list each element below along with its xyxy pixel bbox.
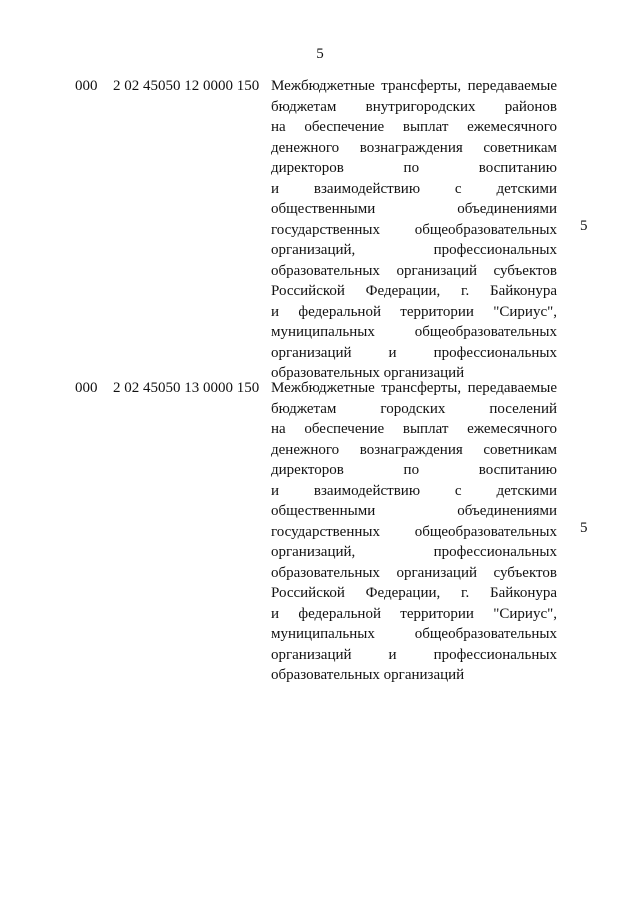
description-line: бюджетам внутригородских районов	[271, 98, 557, 115]
description-line: образовательных организаций	[271, 667, 465, 683]
description-line: государственных общеобразовательных	[271, 221, 557, 238]
description-line: на обеспечение выплат ежемесячного	[271, 119, 557, 135]
description-line: директоров по воспитанию	[271, 462, 557, 478]
row-description	[271, 379, 557, 687]
admin-code: 000	[75, 380, 98, 396]
description-line: денежного вознаграждения советникам	[271, 441, 557, 458]
budget-classification-code: 2 02 45050 12 0000 150	[113, 78, 260, 94]
description-line: Межбюджетные трансферты, передаваемые	[271, 380, 557, 396]
description-line: муниципальных общеобразовательных	[271, 626, 557, 642]
amount-value: 5	[580, 520, 588, 536]
description-line: образовательных организаций субъектов	[271, 564, 557, 581]
amount-value: 5	[580, 218, 588, 234]
description-line: организаций, профессиональных	[271, 242, 557, 258]
description-line: образовательных организаций	[271, 365, 465, 381]
description-line: на обеспечение выплат ежемесячного	[271, 421, 557, 437]
row-description	[271, 77, 557, 385]
description-line: общественными объединениями	[271, 503, 557, 519]
description-line: организаций, профессиональных	[271, 544, 557, 560]
description-line: Российской Федерации, г. Байконура	[271, 585, 557, 601]
description-line: общественными объединениями	[271, 201, 557, 217]
description-line: бюджетам городских поселений	[271, 400, 557, 417]
description-line: и взаимодействию с детскими	[271, 180, 557, 197]
description-line: и взаимодействию с детскими	[271, 482, 557, 499]
description-line: муниципальных общеобразовательных	[271, 324, 557, 340]
description-line: образовательных организаций субъектов	[271, 262, 557, 279]
description-line: и федеральной территории "Сириус",	[271, 303, 557, 320]
description-line: организаций и профессиональных	[271, 344, 557, 361]
description-line: государственных общеобразовательных	[271, 523, 557, 540]
budget-classification-code: 2 02 45050 13 0000 150	[113, 380, 260, 396]
page-number: 5	[316, 46, 324, 62]
description-line: Межбюджетные трансферты, передаваемые	[271, 78, 557, 94]
description-line: денежного вознаграждения советникам	[271, 139, 557, 156]
description-line: и федеральной территории "Сириус",	[271, 605, 557, 622]
description-line: директоров по воспитанию	[271, 160, 557, 176]
admin-code: 000	[75, 78, 98, 94]
description-line: Российской Федерации, г. Байконура	[271, 283, 557, 299]
description-line: организаций и профессиональных	[271, 646, 557, 663]
